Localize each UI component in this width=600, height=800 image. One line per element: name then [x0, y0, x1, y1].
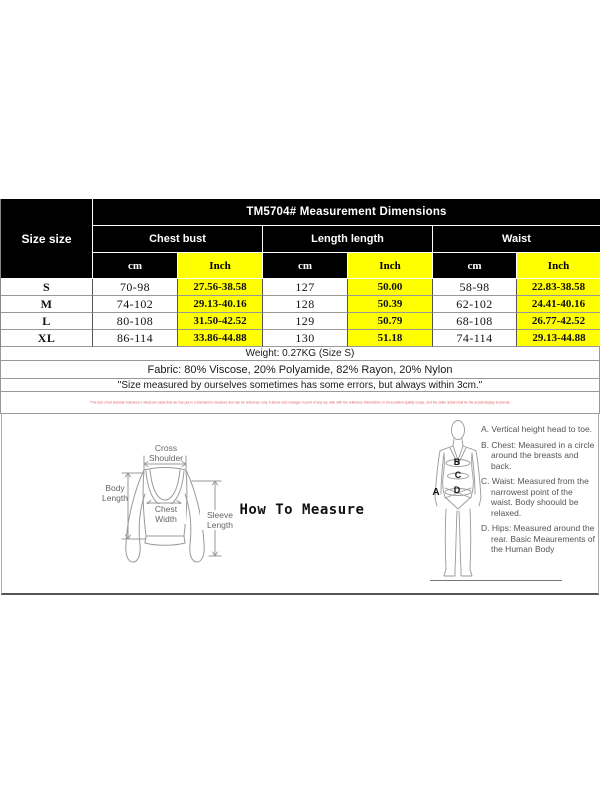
- waist-cm-value: 74-114: [433, 330, 517, 347]
- chest-cm-value: 80-108: [93, 313, 178, 330]
- marker-b: B: [453, 457, 461, 467]
- length-cm-value: 129: [263, 313, 348, 330]
- unit-header-inch: Inch: [348, 253, 433, 279]
- marker-d: D: [453, 485, 461, 495]
- instruction-a: A. Vertical height head to toe.: [481, 424, 593, 434]
- waist-inch-value: 29.13-44.88: [517, 330, 600, 347]
- measure-guide-section: [1, 414, 599, 595]
- size-column-header: Size size: [1, 199, 93, 279]
- cross-shoulder-label: Cross Shoulder: [148, 443, 184, 463]
- unit-header-inch: Inch: [178, 253, 263, 279]
- marker-c: C: [454, 470, 462, 480]
- size-label: XL: [1, 330, 93, 347]
- length-inch-value: 50.39: [348, 296, 433, 313]
- length-cm-value: 127: [263, 279, 348, 296]
- unit-header-cm: cm: [263, 253, 348, 279]
- chest-inch-value: 33.86-44.88: [178, 330, 263, 347]
- length-cm-value: 128: [263, 296, 348, 313]
- waist-inch-value: 22.83-38.58: [517, 279, 600, 296]
- length-inch-value: 50.79: [348, 313, 433, 330]
- figure-baseline: [430, 580, 562, 581]
- length-inch-value: 51.18: [348, 330, 433, 347]
- fine-print-row: [0, 392, 600, 414]
- table-title: TM5704# Measurement Dimensions: [93, 199, 600, 226]
- size-label: M: [1, 296, 93, 313]
- col-group-chest: Chest bust: [93, 226, 263, 253]
- sleeve-length-label: Sleeve Length: [200, 510, 240, 530]
- measure-instructions: [481, 424, 595, 560]
- waist-cm-value: 58-98: [433, 279, 517, 296]
- body-length-label: Body Length: [102, 483, 128, 503]
- fine-print-text: *The size chart (include 'tolerance'). Measure value that we has put in a standard to measure and can be reference only, if above size changes in print of any top note with the reference information, in an excellent quality scope, and the seller detail shall be the actual display to prevail.: [89, 400, 511, 405]
- how-to-measure-heading: How To Measure: [239, 502, 365, 518]
- human-figure-sketch: [432, 419, 488, 585]
- col-group-waist: Waist: [433, 226, 600, 253]
- size-label: L: [1, 313, 93, 330]
- chest-inch-value: 29.13-40.16: [178, 296, 263, 313]
- waist-inch-value: 26.77-42.52: [517, 313, 600, 330]
- instruction-b: B. Chest: Measured in a circle around the breasts and back.: [481, 439, 595, 471]
- tolerance-note-row: "Size measured by ourselves sometimes has some errors, but always within 3cm.": [0, 379, 600, 392]
- chest-inch-value: 31.50-42.52: [178, 313, 263, 330]
- size-label: S: [1, 279, 93, 296]
- col-group-length: Length length: [263, 226, 433, 253]
- chest-width-label: Chest Width: [146, 504, 186, 524]
- instruction-c: C. Waist: Measured from the narrowest point of the waist. Body shoould be relaxed.: [481, 476, 589, 518]
- unit-header-cm: cm: [93, 253, 178, 279]
- unit-header-cm: cm: [433, 253, 517, 279]
- size-chart-table: [0, 199, 600, 347]
- unit-header-inch: Inch: [517, 253, 600, 279]
- chest-cm-value: 70-98: [93, 279, 178, 296]
- chest-inch-value: 27.56-38.58: [178, 279, 263, 296]
- waist-inch-value: 24.41-40.16: [517, 296, 600, 313]
- chest-cm-value: 74-102: [93, 296, 178, 313]
- waist-cm-value: 68-108: [433, 313, 517, 330]
- fabric-row: Fabric: 80% Viscose, 20% Polyamide, 82% Rayon, 20% Nylon: [0, 361, 600, 379]
- marker-a: A: [432, 487, 440, 498]
- chest-cm-value: 86-114: [93, 330, 178, 347]
- instruction-d: D. Hips: Measured around the rear. Basic Meaurements of the Human Body: [481, 523, 595, 554]
- waist-cm-value: 62-102: [433, 296, 517, 313]
- length-inch-value: 50.00: [348, 279, 433, 296]
- length-cm-value: 130: [263, 330, 348, 347]
- weight-row: Weight: 0.27KG (Size S): [0, 347, 600, 361]
